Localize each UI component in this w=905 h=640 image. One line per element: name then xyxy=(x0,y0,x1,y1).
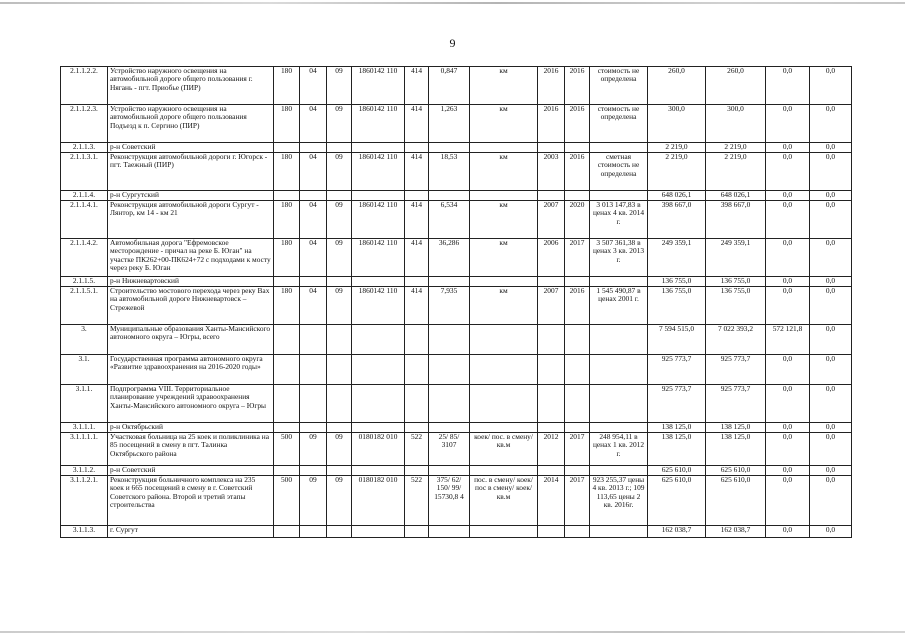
row-total: 136 755,0 xyxy=(648,277,706,287)
row-c4: 1860142 110 xyxy=(352,67,405,105)
row-c4 xyxy=(352,526,405,538)
row-c2 xyxy=(300,325,327,355)
row-v3: 0,0 xyxy=(810,385,852,423)
row-qty: 25/ 85/ 3107 xyxy=(429,433,470,466)
table-row xyxy=(61,287,852,325)
row-c1 xyxy=(274,191,300,201)
row-total: 925 773,7 xyxy=(648,355,706,385)
table-row xyxy=(61,433,852,466)
row-c2 xyxy=(300,277,327,287)
row-code: 2.1.1.5.1. xyxy=(61,287,108,325)
row-v2: 572 121,8 xyxy=(766,325,810,355)
table-row xyxy=(61,355,852,385)
row-c3: 09 xyxy=(327,476,352,526)
row-c5 xyxy=(405,466,429,476)
row-name: Устройство наружного освещения на автомобильной дороге общего пользования Подъезд к п. Сергино (ПИР) xyxy=(108,105,274,143)
table-row xyxy=(61,526,852,538)
row-unit: км xyxy=(470,153,538,191)
row-qty: 36,286 xyxy=(429,239,470,277)
row-end: 2016 xyxy=(565,287,590,325)
row-total: 138 125,0 xyxy=(648,423,706,433)
row-c1 xyxy=(274,143,300,153)
row-v2: 0,0 xyxy=(766,153,810,191)
row-end xyxy=(565,355,590,385)
row-name: Устройство наружного освещения на автомобильной дороге общего пользования г. Нягань - пгт. Приобье (ПИР) xyxy=(108,67,274,105)
row-end xyxy=(565,526,590,538)
row-name: р-н Советский xyxy=(108,466,274,476)
row-unit: коек/ пос. в смену/ кв.м xyxy=(470,433,538,466)
row-c5: 414 xyxy=(405,201,429,239)
row-v3: 0,0 xyxy=(810,423,852,433)
row-end xyxy=(565,143,590,153)
row-v3: 0,0 xyxy=(810,153,852,191)
row-v3: 0,0 xyxy=(810,67,852,105)
row-unit: км xyxy=(470,67,538,105)
row-unit: км xyxy=(470,105,538,143)
row-unit: пос. в смену/ коек/ пос в смену/ коек/ кв.м xyxy=(470,476,538,526)
row-code: 2.1.1.3. xyxy=(61,143,108,153)
row-v1: 398 667,0 xyxy=(706,201,766,239)
row-c5 xyxy=(405,191,429,201)
row-code: 3.1.1.3. xyxy=(61,526,108,538)
row-total: 625 610,0 xyxy=(648,466,706,476)
row-v3: 0,0 xyxy=(810,105,852,143)
row-c3: 09 xyxy=(327,153,352,191)
row-v2: 0,0 xyxy=(766,355,810,385)
row-v1: 300,0 xyxy=(706,105,766,143)
row-cost: стоимость не определена xyxy=(590,67,648,105)
row-c2: 04 xyxy=(300,287,327,325)
row-v3: 0,0 xyxy=(810,191,852,201)
row-cost xyxy=(590,143,648,153)
row-v3: 0,0 xyxy=(810,277,852,287)
row-v3: 0,0 xyxy=(810,476,852,526)
row-cost xyxy=(590,385,648,423)
row-start: 2006 xyxy=(538,239,565,277)
row-unit xyxy=(470,325,538,355)
row-name: р-н Сургутский xyxy=(108,191,274,201)
row-v2: 0,0 xyxy=(766,287,810,325)
row-v1: 136 755,0 xyxy=(706,277,766,287)
row-qty xyxy=(429,423,470,433)
row-c3: 09 xyxy=(327,433,352,466)
row-end xyxy=(565,385,590,423)
row-cost xyxy=(590,325,648,355)
table-row xyxy=(61,385,852,423)
row-c3: 09 xyxy=(327,105,352,143)
row-v2: 0,0 xyxy=(766,67,810,105)
row-qty xyxy=(429,466,470,476)
row-start xyxy=(538,191,565,201)
row-start: 2007 xyxy=(538,201,565,239)
row-c4: 1860142 110 xyxy=(352,287,405,325)
row-start xyxy=(538,325,565,355)
table-row xyxy=(61,105,852,143)
row-c3: 09 xyxy=(327,201,352,239)
row-c4: 1860142 110 xyxy=(352,153,405,191)
row-c5: 414 xyxy=(405,105,429,143)
row-v1: 625 610,0 xyxy=(706,466,766,476)
row-total: 249 359,1 xyxy=(648,239,706,277)
row-c2 xyxy=(300,466,327,476)
row-name: Автомобильная дорога "Ефремовское месторождение - причал на реке Б. Юган" на участке ПК262+00-ПК624+72 с подходами к мосту через реку Б. Юган xyxy=(108,239,274,277)
row-v2: 0,0 xyxy=(766,433,810,466)
row-qty: 1,263 xyxy=(429,105,470,143)
row-c3: 09 xyxy=(327,67,352,105)
row-total: 260,0 xyxy=(648,67,706,105)
row-cost xyxy=(590,423,648,433)
row-code: 3.1.1.1. xyxy=(61,423,108,433)
row-unit: км xyxy=(470,239,538,277)
row-v2: 0,0 xyxy=(766,423,810,433)
row-v1: 249 359,1 xyxy=(706,239,766,277)
row-cost xyxy=(590,526,648,538)
row-start: 2003 xyxy=(538,153,565,191)
row-code: 3.1.1. xyxy=(61,385,108,423)
row-name: Реконструкция автомобильной дороги Сургут - Лянтор, км 14 - км 21 xyxy=(108,201,274,239)
row-v1: 2 219,0 xyxy=(706,153,766,191)
row-c4 xyxy=(352,466,405,476)
scan-edge-top xyxy=(0,2,905,4)
row-c2 xyxy=(300,526,327,538)
row-c3 xyxy=(327,325,352,355)
row-end xyxy=(565,277,590,287)
row-c1 xyxy=(274,325,300,355)
table-row xyxy=(61,325,852,355)
row-c3 xyxy=(327,191,352,201)
row-code: 2.1.1.4.2. xyxy=(61,239,108,277)
row-c3: 09 xyxy=(327,287,352,325)
row-v3: 0,0 xyxy=(810,143,852,153)
row-total: 2 219,0 xyxy=(648,143,706,153)
row-c3 xyxy=(327,277,352,287)
row-cost: 248 954,11 в ценах 1 кв. 2012 г. xyxy=(590,433,648,466)
row-v1: 625 610,0 xyxy=(706,476,766,526)
row-v3: 0,0 xyxy=(810,433,852,466)
row-c3 xyxy=(327,526,352,538)
row-cost: 1 545 490,87 в ценах 2001 г. xyxy=(590,287,648,325)
row-end xyxy=(565,191,590,201)
row-v1: 925 773,7 xyxy=(706,385,766,423)
row-c5 xyxy=(405,355,429,385)
row-name: Строительство мостового перехода через реку Вах на автомобильной дороге Нижневартовск – Стрежевой xyxy=(108,287,274,325)
row-end xyxy=(565,325,590,355)
row-unit: км xyxy=(470,287,538,325)
row-c3 xyxy=(327,355,352,385)
row-end: 2020 xyxy=(565,201,590,239)
row-v3: 0,0 xyxy=(810,239,852,277)
row-qty: 18,53 xyxy=(429,153,470,191)
row-total: 648 026,1 xyxy=(648,191,706,201)
row-cost xyxy=(590,191,648,201)
row-code: 2.1.1.2.2. xyxy=(61,67,108,105)
row-cost xyxy=(590,355,648,385)
row-qty: 7,935 xyxy=(429,287,470,325)
row-v3: 0,0 xyxy=(810,287,852,325)
row-c1: 180 xyxy=(274,239,300,277)
row-c1: 180 xyxy=(274,67,300,105)
row-c5 xyxy=(405,423,429,433)
row-end: 2017 xyxy=(565,476,590,526)
row-c5: 522 xyxy=(405,476,429,526)
row-unit xyxy=(470,526,538,538)
row-c3: 09 xyxy=(327,239,352,277)
row-c1 xyxy=(274,466,300,476)
row-c2 xyxy=(300,143,327,153)
row-c4 xyxy=(352,277,405,287)
row-c4 xyxy=(352,143,405,153)
row-cost: 3 507 361,38 в ценах 3 кв. 2013 г. xyxy=(590,239,648,277)
row-c4 xyxy=(352,423,405,433)
row-c1: 180 xyxy=(274,153,300,191)
row-qty xyxy=(429,191,470,201)
row-code: 3.1.1.1.1. xyxy=(61,433,108,466)
row-end: 2016 xyxy=(565,67,590,105)
row-c5 xyxy=(405,385,429,423)
row-code: 3. xyxy=(61,325,108,355)
row-c5: 522 xyxy=(405,433,429,466)
row-name: Подпрограмма VIII. Территориальное планирование учреждений здравоохранения Ханты-Мансийского автономного округа – Югры xyxy=(108,385,274,423)
row-v1: 925 773,7 xyxy=(706,355,766,385)
row-c1: 180 xyxy=(274,201,300,239)
row-c4: 1860142 110 xyxy=(352,105,405,143)
row-qty xyxy=(429,355,470,385)
row-v3: 0,0 xyxy=(810,526,852,538)
row-end: 2016 xyxy=(565,153,590,191)
row-unit xyxy=(470,191,538,201)
table-row xyxy=(61,277,852,287)
row-v1: 7 022 393,2 xyxy=(706,325,766,355)
row-end xyxy=(565,466,590,476)
row-c2 xyxy=(300,423,327,433)
row-c2 xyxy=(300,191,327,201)
row-c1 xyxy=(274,277,300,287)
table-row xyxy=(61,191,852,201)
row-start: 2007 xyxy=(538,287,565,325)
row-name: р-н Советский xyxy=(108,143,274,153)
row-c2 xyxy=(300,385,327,423)
row-c2 xyxy=(300,355,327,385)
page-number: 9 xyxy=(449,36,456,50)
row-qty: 375/ 62/ 150/ 99/ 15730,8 4 xyxy=(429,476,470,526)
row-code: 2.1.1.2.3. xyxy=(61,105,108,143)
row-c4 xyxy=(352,325,405,355)
row-code: 3.1. xyxy=(61,355,108,385)
row-c1 xyxy=(274,423,300,433)
row-c5: 414 xyxy=(405,67,429,105)
row-cost: 3 013 147,83 в ценах 4 кв. 2014 г. xyxy=(590,201,648,239)
row-start xyxy=(538,385,565,423)
row-c4: 1860142 110 xyxy=(352,201,405,239)
row-code: 2.1.1.4. xyxy=(61,191,108,201)
row-cost: сметная стоимость не определена xyxy=(590,153,648,191)
row-v2: 0,0 xyxy=(766,277,810,287)
row-qty: 0,847 xyxy=(429,67,470,105)
row-v1: 138 125,0 xyxy=(706,423,766,433)
row-unit xyxy=(470,423,538,433)
row-end xyxy=(565,423,590,433)
row-end: 2016 xyxy=(565,105,590,143)
row-c4: 1860142 110 xyxy=(352,239,405,277)
row-c1 xyxy=(274,385,300,423)
row-start: 2012 xyxy=(538,433,565,466)
table-row xyxy=(61,466,852,476)
table-row xyxy=(61,476,852,526)
row-start: 2016 xyxy=(538,67,565,105)
row-total: 136 755,0 xyxy=(648,287,706,325)
row-total: 2 219,0 xyxy=(648,153,706,191)
row-v1: 136 755,0 xyxy=(706,287,766,325)
row-total: 162 038,7 xyxy=(648,526,706,538)
row-v2: 0,0 xyxy=(766,239,810,277)
row-c5 xyxy=(405,325,429,355)
row-c5 xyxy=(405,143,429,153)
row-v1: 138 125,0 xyxy=(706,433,766,466)
row-c1: 180 xyxy=(274,105,300,143)
row-unit xyxy=(470,466,538,476)
table-row xyxy=(61,67,852,105)
row-v1: 2 219,0 xyxy=(706,143,766,153)
row-c2: 04 xyxy=(300,105,327,143)
row-c3 xyxy=(327,423,352,433)
row-cost xyxy=(590,466,648,476)
table-row xyxy=(61,201,852,239)
scan-edge-bottom xyxy=(0,631,905,633)
row-code: 2.1.1.4.1. xyxy=(61,201,108,239)
row-code: 3.1.1.2.1. xyxy=(61,476,108,526)
row-c1: 500 xyxy=(274,476,300,526)
row-v2: 0,0 xyxy=(766,476,810,526)
row-v3: 0,0 xyxy=(810,201,852,239)
row-v2: 0,0 xyxy=(766,105,810,143)
row-start xyxy=(538,355,565,385)
row-start xyxy=(538,143,565,153)
row-v2: 0,0 xyxy=(766,201,810,239)
row-v3: 0,0 xyxy=(810,325,852,355)
row-name: р-н Нижневартовский xyxy=(108,277,274,287)
row-unit xyxy=(470,385,538,423)
row-c2: 04 xyxy=(300,201,327,239)
row-qty: 6,534 xyxy=(429,201,470,239)
row-total: 138 125,0 xyxy=(648,433,706,466)
row-c2: 09 xyxy=(300,476,327,526)
row-v3: 0,0 xyxy=(810,355,852,385)
row-c1: 500 xyxy=(274,433,300,466)
row-qty xyxy=(429,385,470,423)
row-v2: 0,0 xyxy=(766,143,810,153)
row-c4 xyxy=(352,355,405,385)
row-c1 xyxy=(274,526,300,538)
row-unit xyxy=(470,277,538,287)
row-c2: 04 xyxy=(300,239,327,277)
row-c5 xyxy=(405,526,429,538)
row-c4: 0180182 010 xyxy=(352,476,405,526)
row-cost xyxy=(590,277,648,287)
table-row xyxy=(61,239,852,277)
row-cost: стоимость не определена xyxy=(590,105,648,143)
row-c5: 414 xyxy=(405,239,429,277)
row-qty xyxy=(429,143,470,153)
row-v2: 0,0 xyxy=(766,191,810,201)
row-unit: км xyxy=(470,201,538,239)
row-c5 xyxy=(405,277,429,287)
row-c3 xyxy=(327,385,352,423)
row-c1: 180 xyxy=(274,287,300,325)
row-total: 925 773,7 xyxy=(648,385,706,423)
row-name: р-н Октябрьский xyxy=(108,423,274,433)
row-cost: 923 255,37 цены 4 кв. 2013 г.; 109 113,65 цены 2 кв. 2016г. xyxy=(590,476,648,526)
row-c2: 04 xyxy=(300,67,327,105)
row-code: 2.1.1.3.1. xyxy=(61,153,108,191)
row-code: 3.1.1.2. xyxy=(61,466,108,476)
row-total: 7 594 515,0 xyxy=(648,325,706,355)
row-total: 398 667,0 xyxy=(648,201,706,239)
row-c4: 0180182 010 xyxy=(352,433,405,466)
row-c3 xyxy=(327,143,352,153)
row-start xyxy=(538,423,565,433)
row-start xyxy=(538,526,565,538)
row-v1: 260,0 xyxy=(706,67,766,105)
row-unit xyxy=(470,355,538,385)
row-name: Муниципальные образования Ханты-Мансийского автономного округа – Югры, всего xyxy=(108,325,274,355)
row-c2: 04 xyxy=(300,153,327,191)
document-table xyxy=(60,66,852,538)
row-v1: 162 038,7 xyxy=(706,526,766,538)
row-name: Государственная программа автономного округа «Развитие здравоохранения на 2016-2020 годы» xyxy=(108,355,274,385)
row-end: 2017 xyxy=(565,239,590,277)
row-c3 xyxy=(327,466,352,476)
row-start xyxy=(538,277,565,287)
table-row xyxy=(61,153,852,191)
row-code: 2.1.1.5. xyxy=(61,277,108,287)
row-end: 2017 xyxy=(565,433,590,466)
row-c4 xyxy=(352,191,405,201)
row-start xyxy=(538,466,565,476)
row-v2: 0,0 xyxy=(766,526,810,538)
row-qty xyxy=(429,277,470,287)
row-c4 xyxy=(352,385,405,423)
row-start: 2014 xyxy=(538,476,565,526)
row-c5: 414 xyxy=(405,287,429,325)
row-c1 xyxy=(274,355,300,385)
row-name: г. Сургут xyxy=(108,526,274,538)
row-name: Участковая больница на 25 коек и поликлиника на 85 посещений в смену в пгт. Талинка Октябрьского района xyxy=(108,433,274,466)
table-row xyxy=(61,423,852,433)
row-c5: 414 xyxy=(405,153,429,191)
row-v2: 0,0 xyxy=(766,466,810,476)
row-v2: 0,0 xyxy=(766,385,810,423)
row-unit xyxy=(470,143,538,153)
row-total: 300,0 xyxy=(648,105,706,143)
row-v1: 648 026,1 xyxy=(706,191,766,201)
row-name: Реконструкция больничного комплекса на 235 коек и 665 посещений в смену в г. Советский Советского района. Второй и третий этапы строительства xyxy=(108,476,274,526)
row-c2: 09 xyxy=(300,433,327,466)
row-start: 2016 xyxy=(538,105,565,143)
table-row xyxy=(61,143,852,153)
row-name: Реконструкция автомобильной дороги г. Югорск - пгт. Таежный (ПИР) xyxy=(108,153,274,191)
row-v3: 0,0 xyxy=(810,466,852,476)
row-total: 625 610,0 xyxy=(648,476,706,526)
row-qty xyxy=(429,526,470,538)
row-qty xyxy=(429,325,470,355)
